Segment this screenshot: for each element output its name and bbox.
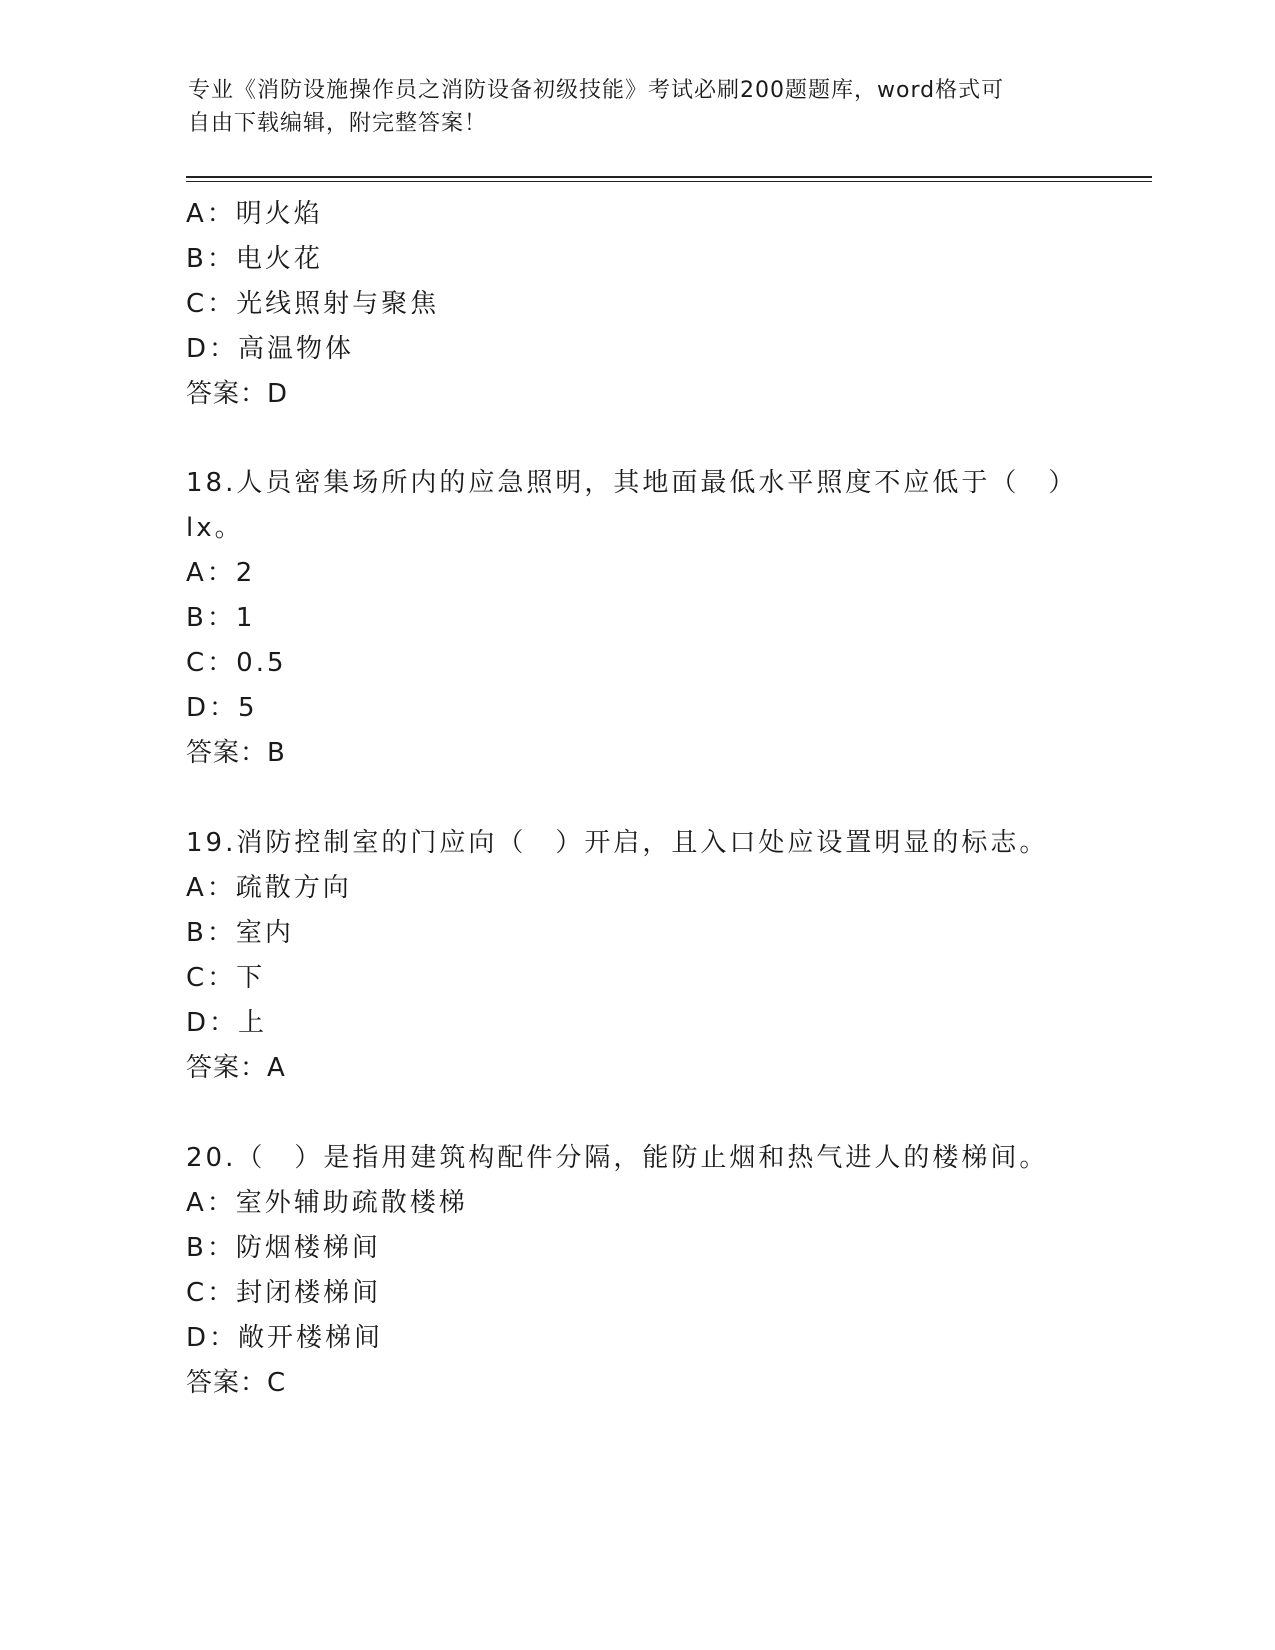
q18-option-d: D：5 [186, 693, 258, 723]
q19-option-a: A：疏散方向 [186, 873, 352, 903]
q17-option-b: B：电火花 [186, 244, 323, 274]
q18-option-b: B：1 [186, 603, 256, 633]
q20-option-b: B：防烟楼梯间 [186, 1233, 381, 1263]
q18-stem-line-2: lx。 [186, 513, 244, 543]
q18-option-c: C：0.5 [186, 648, 287, 678]
header-divider-thin [186, 181, 1152, 182]
q18-option-a: A：2 [186, 558, 256, 588]
q18-answer: 答案：B [186, 738, 286, 768]
q17-option-a: A：明火焰 [186, 199, 323, 229]
q20-answer: 答案：C [186, 1368, 287, 1398]
q19-option-b: B：室内 [186, 918, 294, 948]
header-divider-thick [186, 176, 1152, 178]
q19-stem: 19.消防控制室的门应向（ ）开启，且入口处应设置明显的标志。 [186, 828, 1049, 858]
q20-stem: 20.（ ）是指用建筑构配件分隔，能防止烟和热气进人的楼梯间。 [186, 1143, 1049, 1173]
q17-answer: 答案：D [186, 379, 289, 409]
q19-option-c: C：下 [186, 963, 266, 993]
q20-option-a: A：室外辅助疏散楼梯 [186, 1188, 468, 1218]
header-line-2: 自由下载编辑，附完整答案！ [188, 111, 488, 136]
q18-stem-line-1: 18.人员密集场所内的应急照明，其地面最低水平照度不应低于（ ） [186, 468, 1078, 498]
q17-option-d: D：高温物体 [186, 334, 355, 364]
q20-option-d: D：敞开楼梯间 [186, 1323, 384, 1353]
q17-option-c: C：光线照射与聚焦 [186, 289, 440, 319]
document-header [188, 74, 1088, 140]
q19-option-d: D：上 [186, 1008, 268, 1038]
q20-option-c: C：封闭楼梯间 [186, 1278, 382, 1308]
header-line-1: 专业《消防设施操作员之消防设备初级技能》考试必刷200题题库，word格式可 [188, 78, 1005, 103]
q19-answer: 答案：A [186, 1053, 286, 1083]
